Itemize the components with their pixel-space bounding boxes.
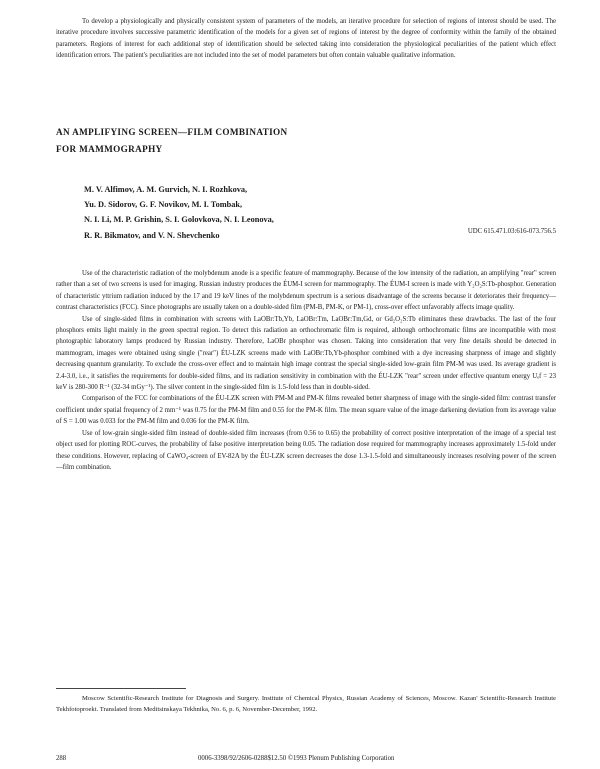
issn-copyright-line: 0006-3398/92/2606-0288$12.50 ©1993 Plenum Publishing Corporation [198,755,395,762]
body-paragraph: Use of the characteristic radiation of the molybdenum anode is a specific feature of mammography. Because of the low intensity of the radiation, an amplifying "rear" screen rather than a set of two screens is used for imaging. Russian industry produces the ÉUM-I screen for mammography. The ÉUM-I screen is made with Y₂O₂S:Tb-phosphor. Generation of characteristic yttrium radiation induced by the 17 and 19 keV lines of the molybdenum spectrum is a serious disadvantage of the screens because it deteriorates their frequency—contrast characteristics (FCC). Since photographs are usually taken on a double-sided film (PM-B, PM-K, or PM-1), cross-over effect unfavorably affects image quality. [56,270,556,312]
article-body [56,268,556,473]
page-number: 288 [56,755,67,762]
article-title-line: AN AMPLIFYING SCREEN—FILM COMBINATION [56,127,288,137]
footnote: Moscow Scientific-Research Institute for Diagnosis and Surgery. Institute of Chemical Physics, Russian Academy of Sciences, Moscow. Kazan' Scientific-Research Institute Tekhfotoproekt. Translated from Meditsinskaya Tekhnika, No. 6, p. 6, November-December, 1992. [56,695,556,713]
body-paragraph: Use of low-grain single-sided film instead of double-sided film increases (from 0.56 to 0.65) the probability of correct positive interpretation of the image of a special test object used for plotting ROC-curves, the probability of false positive interpretation being 0.05. The radiation dose required for mammography increases approximately 1.5-fold under these conditions. However, replacing of CaWO₄-screen of EV-82A by the ÉU-LZK screen decreases the dose 1.3-1.5-fold and simultaneously increases resolving power of the screen—film combination. [56,429,556,471]
article-title-line: FOR MAMMOGRAPHY [56,144,163,154]
article-title [56,124,416,158]
intro-paragraph: To develop a physiologically and physically consistent system of parameters of the models, an iterative procedure for selection of regions of interest should be used. The iterative procedure involves successive parametric identification of the models for a given set of regions of interest by the degree of conformity within the family of the obtained parameters. Regions of interest for each additional step of identification should be selected taking into consideration the physiological peculiarities of the patient which effect identification errors. The patient's peculiarities are not included into the set of model parameters but often contain valuable qualitative information. [56,18,556,60]
body-paragraph: Comparison of the FCC for combinations of the ÉU-LZK screen with PM-M and PM-K films revealed better sharpness of image with the single-sided film: contrast transfer coefficient under spatial frequency of 2 mm⁻¹ was 0.75 for the PM-M film and 0.55 for the PM-K film. The mean square value of the image darkening deviation from its average value of S = 1.00 was 0.033 for the PM-M film and 0.036 for the PM-K film. [56,395,556,426]
body-paragraph: Use of single-sided films in combination with screens with LaOBr:Tb,Yb, LaOBr:Tm, LaOBr:Tm,Gd, or Gd₂O₂S:Tb eliminates these drawbacks. The last of the four phosphors emits light mainly in the green spectral region. To detect this radiation an orthochromatic film is required, although orthochromatic films are incompatible with most photographic laboratory lamps produced by Russian industry. Therefore, LaOBr phosphor was chosen. Taking into consideration that very fine details should be detected in mammogram, images were obtained using single ("rear") ÉU-LZK screens made with LaOBr:Tb,Yb-phosphor combined with a dye increasing sharpness of image and slightly decreasing quantum granularity. To exclude the cross-over effect and to maintain high image contrast the special single-sided low-grain film PM-M was used. Its average gradient is 2.4-3.0, i.e., it satisfies the requirements for double-sided films, and its radiation sensitivity in combination with the ÉU-LZK "rear" screen under effective quantum energy Uₑf = 23 keV is 280-300 R⁻¹ (32-34 mGy⁻¹). The silver content in the single-sided film is 1.5-fold less than in double-sided. [56,315,556,392]
author-line: Yu. D. Sidorov, G. F. Novikov, M. I. Tombak, [84,200,243,210]
author-line: R. R. Bikmatov, and V. N. Shevchenko [84,230,220,240]
author-line: M. V. Alfimov, A. M. Gurvich, N. I. Rozhkova, [84,185,248,194]
udc-code: UDC 615.471.03:616-073.756.5 [467,228,556,235]
author-line: N. I. Li, M. P. Grishin, S. I. Golovkova, N. I. Leonova, [84,215,274,225]
footnote-divider [56,688,186,689]
author-list [84,182,404,243]
